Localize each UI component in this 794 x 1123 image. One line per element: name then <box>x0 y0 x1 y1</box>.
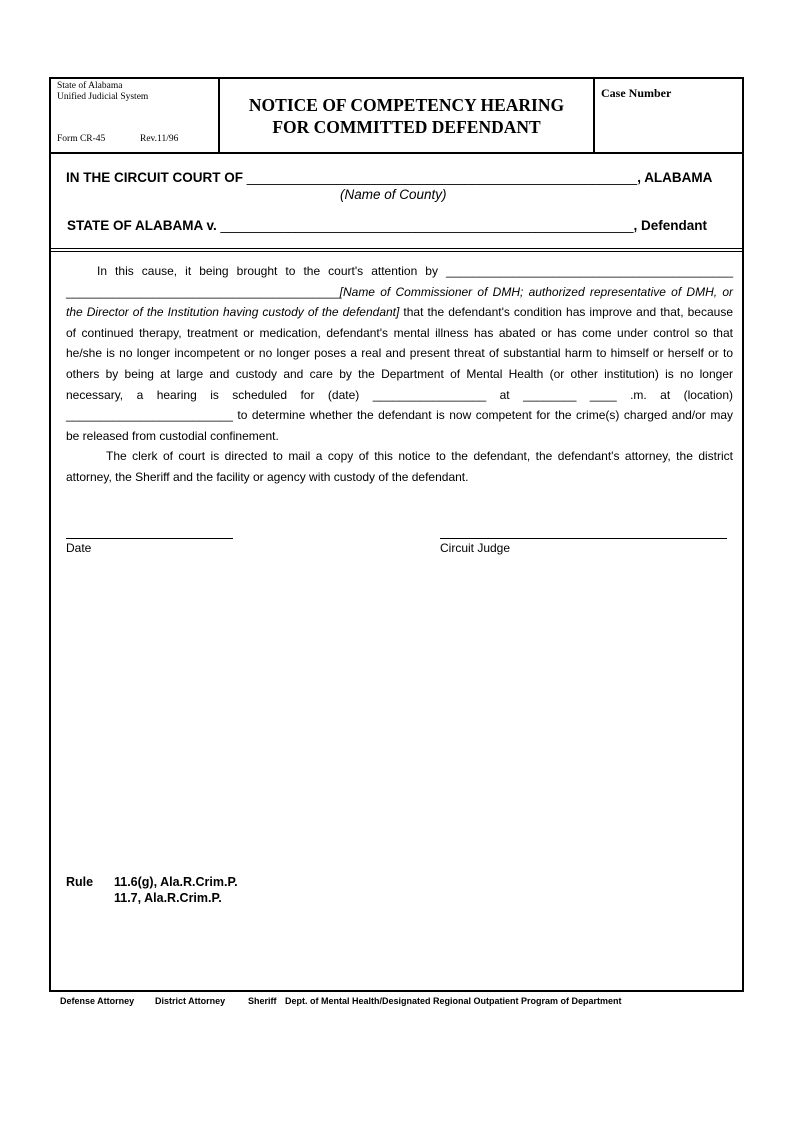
notice-body <box>66 261 733 488</box>
dist-mental-health: Dept. of Mental Health/Designated Regional Outpatient Program of Department <box>285 996 622 1006</box>
paragraph-1-rest: that the defendant's condition has improve and that, because of continued therapy, treatment or medication, defendant's mental illness has abated or has come under control so that he/she is no longer incompetent or no longer poses a real and present threat of substantial harm to himself or herself or to others by being at large and custody and care by the Department of Mental Health (or other institution) is no longer necessary, a hearing is scheduled for (date) _________________ at ________ ____ .m. at (location) _________________________ to determine whether the defendant is now competent for the crime(s) charged and/or may be released from custodial confinement. <box>66 305 733 443</box>
form-revision: Rev.11/96 <box>140 134 179 144</box>
judge-label: Circuit Judge <box>440 541 511 555</box>
court-caption <box>51 154 742 252</box>
state-name: State of Alabama <box>57 81 123 91</box>
form-frame <box>49 77 744 992</box>
date-line <box>66 538 233 539</box>
rule-ref-2: 11.7, Ala.R.Crim.P. <box>114 891 222 905</box>
county-caption: (Name of County) <box>340 187 447 202</box>
notice-paragraph-1 <box>66 261 733 446</box>
defendant-suffix: , Defendant <box>633 218 707 233</box>
dist-sheriff: Sheriff <box>248 996 277 1006</box>
circuit-court-line <box>66 170 712 185</box>
judge-signature[interactable] <box>440 538 727 555</box>
form-number: Form CR-45 <box>57 134 106 144</box>
circuit-court-suffix: , ALABAMA <box>637 170 713 185</box>
circuit-court-prefix: IN THE CIRCUIT COURT OF <box>66 170 243 185</box>
form-header <box>51 79 742 154</box>
rule-reference <box>66 874 238 906</box>
paragraph-1-italic: [Name of Commissioner of DMH; authorized representative of DMH, or the Director of the Institution having custody of the defendant] <box>66 284 733 320</box>
jurisdiction-box <box>51 79 220 152</box>
judge-line <box>440 538 727 539</box>
paragraph-1-start: In this cause, it being brought to the court's attention by ___________________________________________ _________________________________________ <box>66 264 733 299</box>
case-number-label: Case Number <box>601 86 672 100</box>
rule-line-1 <box>66 874 238 890</box>
case-number-box[interactable] <box>593 79 744 152</box>
dist-defense: Defense Attorney <box>60 996 135 1006</box>
title-line-2: FOR COMMITTED DEFENDANT <box>272 117 541 137</box>
rule-label: Rule <box>66 875 94 889</box>
rule-line-2 <box>66 890 238 906</box>
date-label: Date <box>66 541 92 555</box>
date-signature[interactable] <box>66 538 233 555</box>
system-name: Unified Judicial System <box>57 92 149 102</box>
notice-paragraph-2: The clerk of court is directed to mail a copy of this notice to the defendant, the defendant's attorney, the district attorney, the Sheriff and the facility or agency with custody of the defendant. <box>66 449 733 484</box>
form-title <box>220 79 593 152</box>
defendant-line <box>67 218 707 233</box>
dist-district: District Attorney <box>155 996 226 1006</box>
county-blank[interactable]: ____________________________________________________ <box>246 170 638 185</box>
state-v-prefix: STATE OF ALABAMA v. <box>67 218 217 233</box>
title-line-1: NOTICE OF COMPETENCY HEARING <box>248 95 565 115</box>
jurisdiction-text <box>57 81 148 103</box>
rule-ref-1: 11.6(g), Ala.R.Crim.P. <box>114 875 238 889</box>
defendant-blank[interactable]: _______________________________________________________ <box>220 218 634 233</box>
